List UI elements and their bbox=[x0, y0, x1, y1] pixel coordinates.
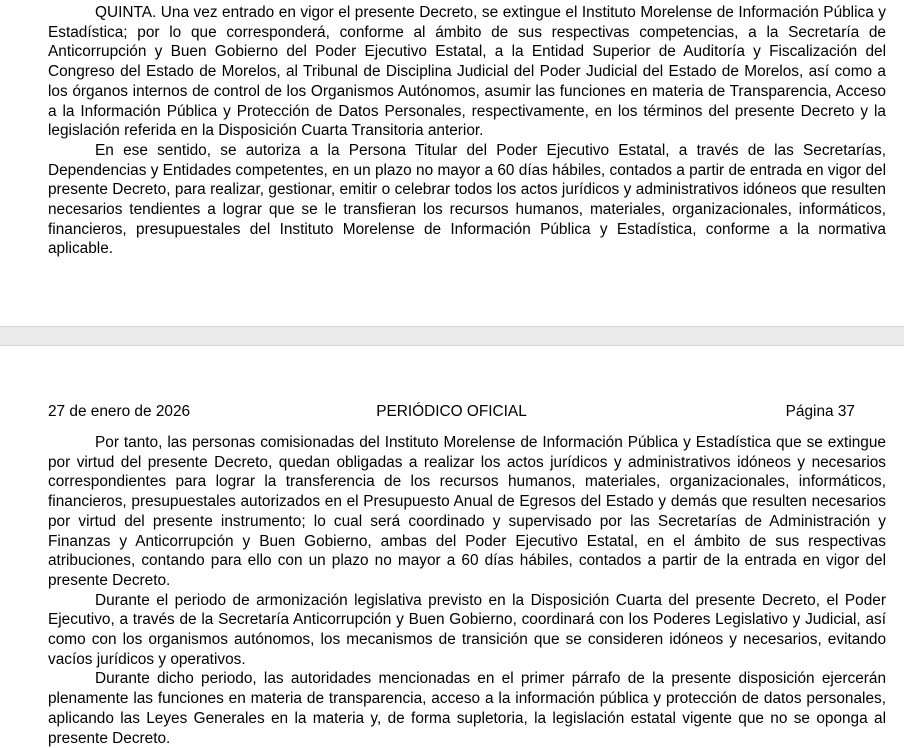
header-page-number: Página 37 bbox=[785, 403, 855, 420]
document-page-top bbox=[0, 0, 904, 326]
paragraph-en-ese-sentido: En ese sentido, se autoriza a la Persona Titular del Poder Ejecutivo Estatal, a través de las Secretarías, Dependencias y Entidades competentes, en un plazo no mayor a 60 días hábiles, contados a partir de entrada en vigor del presente Decreto, para realizar, gestionar, emitir o celebrar todos los actos jurídicos y administrativos idóneos que resulten necesarios tendientes a lograr que se le transfieran los recursos humanos, materiales, organizacionales, informáticos, financieros, presupuestales del Instituto Morelense de Información Pública y Estadística, conforme a la normativa aplicable. bbox=[48, 141, 886, 258]
page-separator bbox=[0, 326, 904, 346]
page-header bbox=[48, 402, 855, 421]
paragraph-por-tanto: Por tanto, las personas comisionadas del Instituto Morelense de Información Pública y Estadística que se extingue por virtud del presente Decreto, quedan obligadas a realizar los actos jurídicos y administrativos idóneos y necesarios correspondientes para lograr la transferencia de los recursos humanos, materiales, organizacionales, informáticos, financieros, presupuestales autorizados en el Presupuesto Anual de Egresos del Estado y demás que resulten necesarios por virtud del presente instrumento; lo cual será coordinado y supervisado por las Secretarías de Administración y Finanzas y Anticorrupción y Buen Gobierno, ambas del Poder Ejecutivo Estatal, en el ámbito de sus respectivas atribuciones, contando para ello con un plazo no mayor a 60 días hábiles, contados a partir de la entrada en vigor del presente Decreto. bbox=[48, 434, 886, 589]
header-title: PERIÓDICO OFICIAL bbox=[376, 403, 527, 420]
paragraph-quinta: QUINTA. Una vez entrado en vigor el presente Decreto, se extingue el Instituto Morelense de Información Pública y Estadística; por lo que corresponderá, conforme al ámbito de sus respectivas competencias, a la Secretaría de Anticorrupción y Buen Gobierno del Poder Ejecutivo Estatal, a la Entidad Superior de Auditoría y Fiscalización del Congreso del Estado de Morelos, al Tribunal de Disciplina Judicial del Poder Judicial del Estado de Morelos, así como a los órganos internos de control de los Organismos Autónomos, asumir las funciones en materia de Transparencia, Acceso a la Información Pública y Protección de Datos Personales, respectivamente, en los términos del presente Decreto y la legislación referida en la Disposición Cuarta Transitoria anterior. bbox=[48, 4, 886, 140]
page-bottom-body bbox=[48, 433, 886, 748]
paragraph-durante-armonizacion: Durante el periodo de armonización legislativa previsto en la Disposición Cuarta del presente Decreto, el Poder Ejecutivo, a través de la Secretaría Anticorrupción y Buen Gobierno, coordinará con los Poderes Legislativo y Judicial, así como con los organismos autónomos, los mecanismos de transición que se consideren idóneos y necesarios, evitando vacíos jurídicos y operativos. bbox=[48, 591, 886, 668]
header-date: 27 de enero de 2026 bbox=[48, 403, 191, 420]
paragraph-durante-dicho-periodo: Durante dicho periodo, las autoridades mencionadas en el primer párrafo de la presente disposición ejercerán plenamente las funciones en materia de transparencia, acceso a la información pública y protección de datos personales, aplicando las Leyes Generales en la materia y, de forma supletoria, la legislación estatal vigente que no se oponga al presente Decreto. bbox=[48, 670, 886, 747]
document-page-bottom bbox=[0, 346, 904, 748]
page-top-body bbox=[48, 3, 886, 259]
